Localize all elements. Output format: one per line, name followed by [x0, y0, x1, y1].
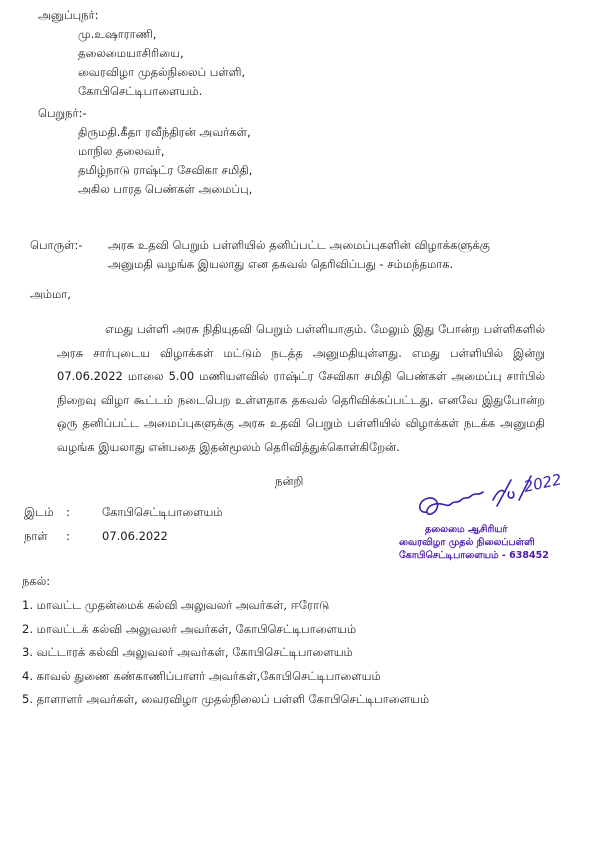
sender-town: கோபிசெட்டிபாளையம்.	[78, 84, 203, 98]
sender-designation: தலைமையாசிரியை,	[78, 46, 184, 60]
recipient-organization-2: அகில பாரத பெண்கள் அமைப்பு,	[78, 182, 253, 196]
signature-icon	[395, 470, 595, 530]
sender-address	[78, 25, 245, 101]
date-label: நாள்	[24, 529, 48, 543]
subject-label: பொருள்:-	[30, 238, 83, 252]
body-line: அரசு சார்புடைய விழாக்கள் மட்டும் நடத்த அனுமதியுள்ளது. எமது பள்ளியில் இன்று	[57, 345, 545, 360]
recipient-organization: தமிழ்நாடு ராஷ்ட்ர சேவிகா சமிதி,	[78, 163, 253, 177]
copies-list	[22, 594, 429, 712]
place-separator: :	[66, 505, 70, 519]
body-line: ஒரு தனிப்பட்ட அமைப்புகளுக்கு அரசு உதவி பெறும் பள்ளியில் விழாக்கள் நடக்க அனுமதி	[57, 416, 545, 430]
place-value: கோபிசெட்டிபாளையம்	[102, 505, 223, 519]
sender-name: மு.உஷாராணி,	[78, 27, 157, 41]
stamp-line-2: வைரவிழா முதல் நிலைப்பள்ளி	[399, 537, 535, 548]
stamp-line-1: தலைமை ஆசிரியர்	[425, 524, 508, 535]
subject-line-1: அரசு உதவி பெறும் பள்ளியில் தனிப்பட்ட அமைப்புகளின் விழாக்களுக்கு	[108, 238, 490, 252]
subject-text	[108, 236, 490, 274]
svg-text:2022: 2022	[522, 470, 564, 496]
date-separator: :	[66, 529, 70, 543]
recipient-name: திருமதி.கீதா ரவீந்திரன் அவர்கள்,	[78, 125, 251, 139]
place-label: இடம்	[24, 505, 54, 519]
body-line: 07.06.2022 மாலை 5.00 மணியளவில் ராஷ்ட்ர சேவிகா சமிதி பெண்கள் அமைப்பு சார்பில்	[57, 369, 545, 383]
recipient-designation: மாநில தலைவர்,	[78, 144, 165, 158]
copy-item: 3. வட்டாரக் கல்வி அலுவலர் அவர்கள், கோபிசெட்டிபாளையம்	[22, 645, 353, 659]
date-value: 07.06.2022	[102, 529, 168, 543]
subject-line-2: அனுமதி வழங்க இயலாது என தகவல் தெரிவிப்பது - சம்மந்தமாக.	[108, 257, 454, 271]
recipient-label: பெறுநர்:-	[38, 106, 87, 120]
copy-item: 1. மாவட்ட முதன்மைக் கல்வி அலுவலர் அவர்கள், ஈரோடு	[22, 598, 330, 612]
body-line: வழங்க இயலாது என்பதை இதன்மூலம் தெரிவித்துக்கொள்கிறேன்.	[57, 439, 400, 454]
sender-school: வைரவிழா முதல்நிலைப் பள்ளி,	[78, 65, 246, 79]
body-line: எமது பள்ளி அரசு நிதியுதவி பெறும் பள்ளியாகும். மேலும் இது போன்ற பள்ளிகளில்	[105, 322, 545, 336]
copies-label: நகல்:	[22, 574, 51, 588]
body-line: நிறைவு விழா கூட்டம் நடைபெற உள்ளதாக தகவல் தெரிவிக்கப்பட்டது. எனவே இதுபோன்ற	[57, 392, 545, 407]
copy-item: 2. மாவட்டக் கல்வி அலுவலர் அவர்கள், கோபிசெட்டிபாளையம்	[22, 621, 357, 636]
copy-item: 5. தாளாளர் அவர்கள், வைரவிழா முதல்நிலைப் பள்ளி கோபிசெட்டிபாளையம்	[22, 692, 430, 706]
signature-block	[395, 470, 595, 570]
stamp-line-3: கோபிசெட்டிபாளையம் - 638452	[399, 550, 549, 561]
closing: நன்றி	[275, 474, 304, 488]
recipient-address	[78, 123, 252, 199]
sender-label: அனுப்புநர்:	[38, 8, 99, 22]
body-paragraph	[57, 318, 545, 459]
salutation: அம்மா,	[30, 287, 71, 301]
copy-item: 4. காவல் துணை கண்காணிப்பாளர் அவர்கள்,கோபிசெட்டிபாளையம்	[22, 668, 381, 683]
